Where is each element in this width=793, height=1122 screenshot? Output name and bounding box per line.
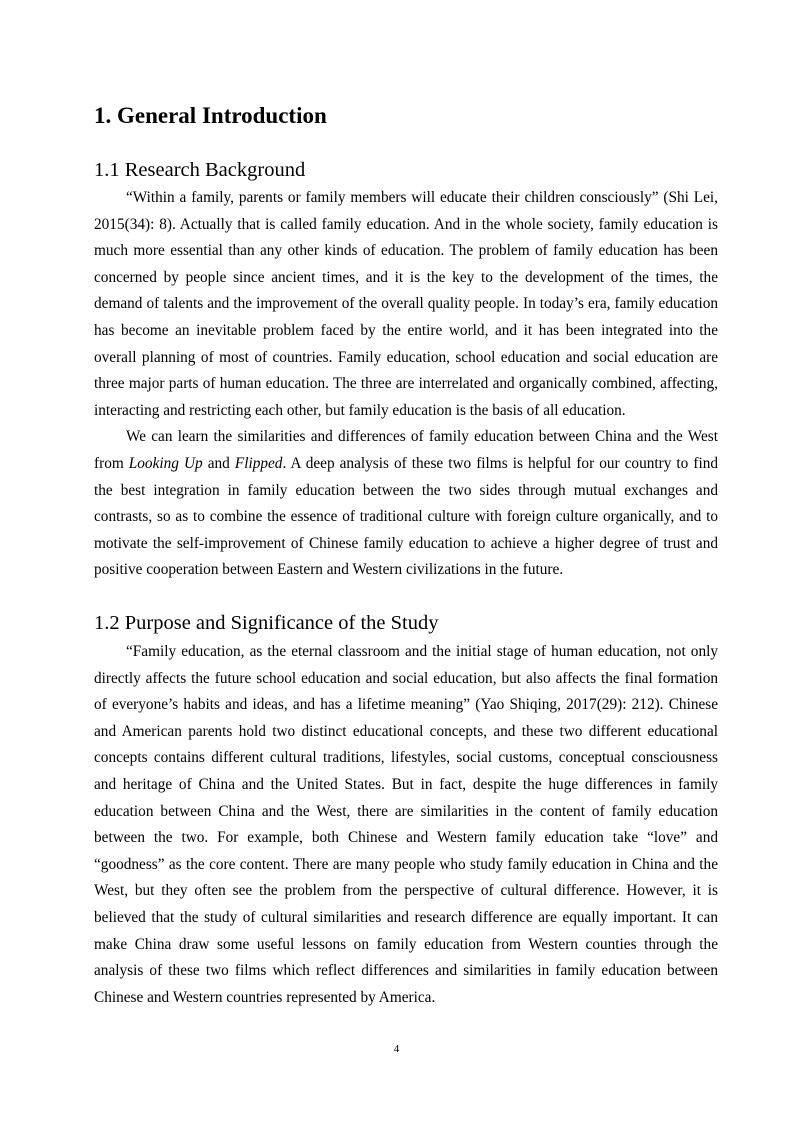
paragraph-text: and: [202, 454, 235, 472]
paragraph: “Within a family, parents or family members will educate their children consciously” (Shi Lei, 2015(34): 8). Actually that is called family education. And in the whole society, family education is much more essential than any other kinds of education. The problem of family education has been concerned by people since ancient times, and it is the key to the development of the times, the demand of talents and the improvement of the overall quality people. In today’s era, family education has become an inevitable problem faced by the entire world, and it has been integrated into the overall planning of most of countries. Family education, school education and social education are three major parts of human education. The three are interrelated and organically combined, affecting, interacting and restricting each other, but family education is the basis of all education.: [94, 189, 718, 419]
page-number: 4: [393, 1043, 400, 1055]
section-heading-purpose-significance: 1.2 Purpose and Significance of the Study: [94, 612, 439, 634]
film-title-looking-up: Looking Up: [128, 454, 203, 472]
paragraph: “Family education, as the eternal classroom and the initial stage of human education, not only directly affects the future school education and social education, but also affects the final formation of everyone’s habits and ideas, and has a lifetime meaning” (Yao Shiqing, 2017(29): 212). Chinese and American parents hold two distinct educational concepts, and these two different educational concepts contains different cultural traditions, lifestyles, social customs, conceptual consciousness and heritage of China and the United States. But in fact, despite the huge differences in family education between China and the West, there are similarities in the content of family education between the two. For example, both Chinese and Western family education take “love” and “goodness” as the core content. There are many people who study family education in China and the West, but they often see the problem from the perspective of cultural difference. However, it is believed that the study of cultural similarities and research difference are equally important. It can make China draw some useful lessons on family education from Western counties through the analysis of these two films which reflect differences and similarities in family education between Chinese and Western countries represented by America.: [94, 643, 718, 1006]
paragraph: [94, 424, 718, 584]
chapter-heading: 1. General Introduction: [94, 103, 327, 128]
film-title-flipped: Flipped: [234, 454, 283, 472]
section-body-research-background: [94, 185, 718, 584]
paragraph-text: We can learn the similarities and differences of family education between China and the West from: [94, 428, 718, 472]
paragraph-text: . A deep analysis of these two films is helpful for our country to find the best integration in family education between the two sides through mutual exchanges and contrasts, so as to combine the essence of traditional culture with foreign culture organically, and to motivate the self-improvement of Chinese family education to achieve a higher degree of trust and positive cooperation between Eastern and Western civilizations in the future.: [94, 454, 718, 579]
section-body-purpose-significance: [94, 639, 718, 1011]
section-heading-research-background: 1.1 Research Background: [94, 159, 306, 181]
